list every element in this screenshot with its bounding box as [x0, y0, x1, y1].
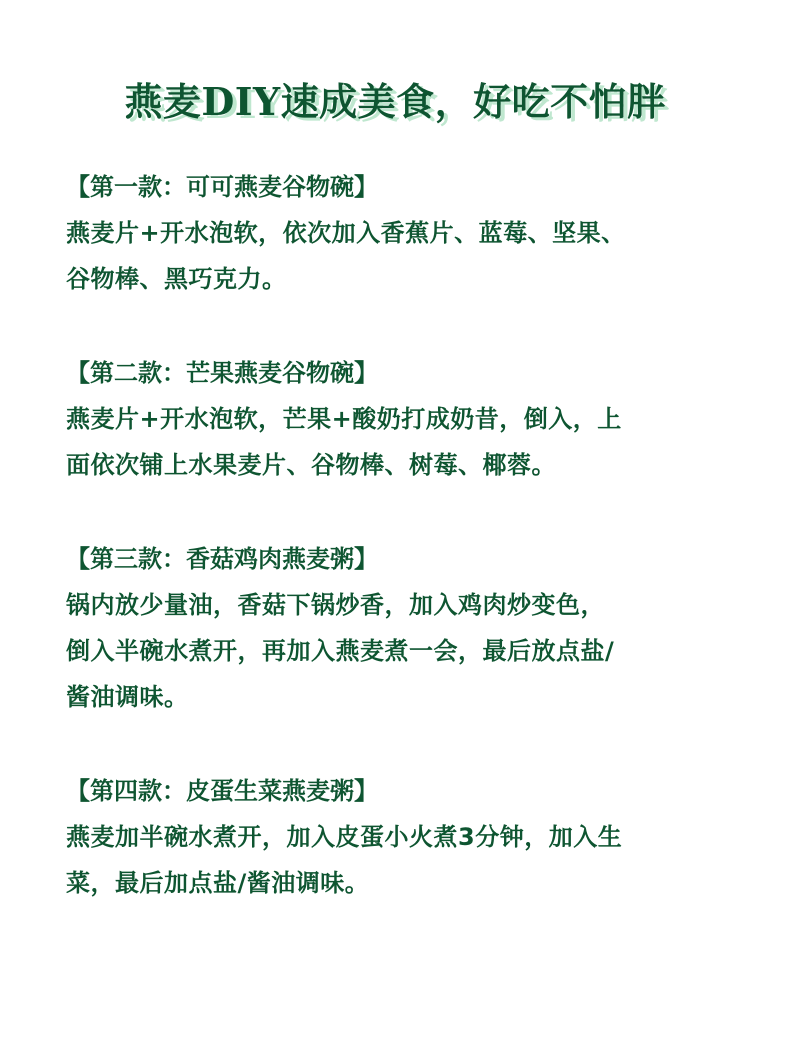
recipe-heading: 【第三款：香菇鸡肉燕麦粥】	[66, 545, 378, 573]
page-title: 燕麦DIY速成美食，好吃不怕胖	[124, 79, 666, 124]
recipe-instructions: 锅内放少量油，香菇下锅炒香，加入鸡肉炒变色， 倒入半碗水煮开，再加入燕麦煮一会，最后放点盐/ 酱油调味。	[66, 591, 615, 711]
recipe-heading: 【第一款：可可燕麦谷物碗】	[66, 173, 378, 201]
recipe-section-4	[66, 768, 766, 906]
recipe-instructions: 燕麦加半碗水煮开，加入皮蛋小火煮3分钟，加入生 菜，最后加点盐/酱油调味。	[66, 823, 623, 897]
recipe-instructions: 燕麦片+开水泡软，芒果+酸奶打成奶昔，倒入，上 面依次铺上水果麦片、谷物棒、树莓、椰蓉。	[66, 405, 622, 479]
recipe-heading: 【第二款：芒果燕麦谷物碗】	[66, 359, 378, 387]
recipe-section-1	[66, 164, 766, 302]
recipe-section-3	[66, 536, 766, 720]
recipe-list	[66, 164, 766, 954]
recipe-instructions: 燕麦片+开水泡软，依次加入香蕉片、蓝莓、坚果、 谷物棒、黑巧克力。	[66, 219, 626, 293]
recipe-section-2	[66, 350, 766, 488]
recipe-heading: 【第四款：皮蛋生菜燕麦粥】	[66, 777, 378, 805]
